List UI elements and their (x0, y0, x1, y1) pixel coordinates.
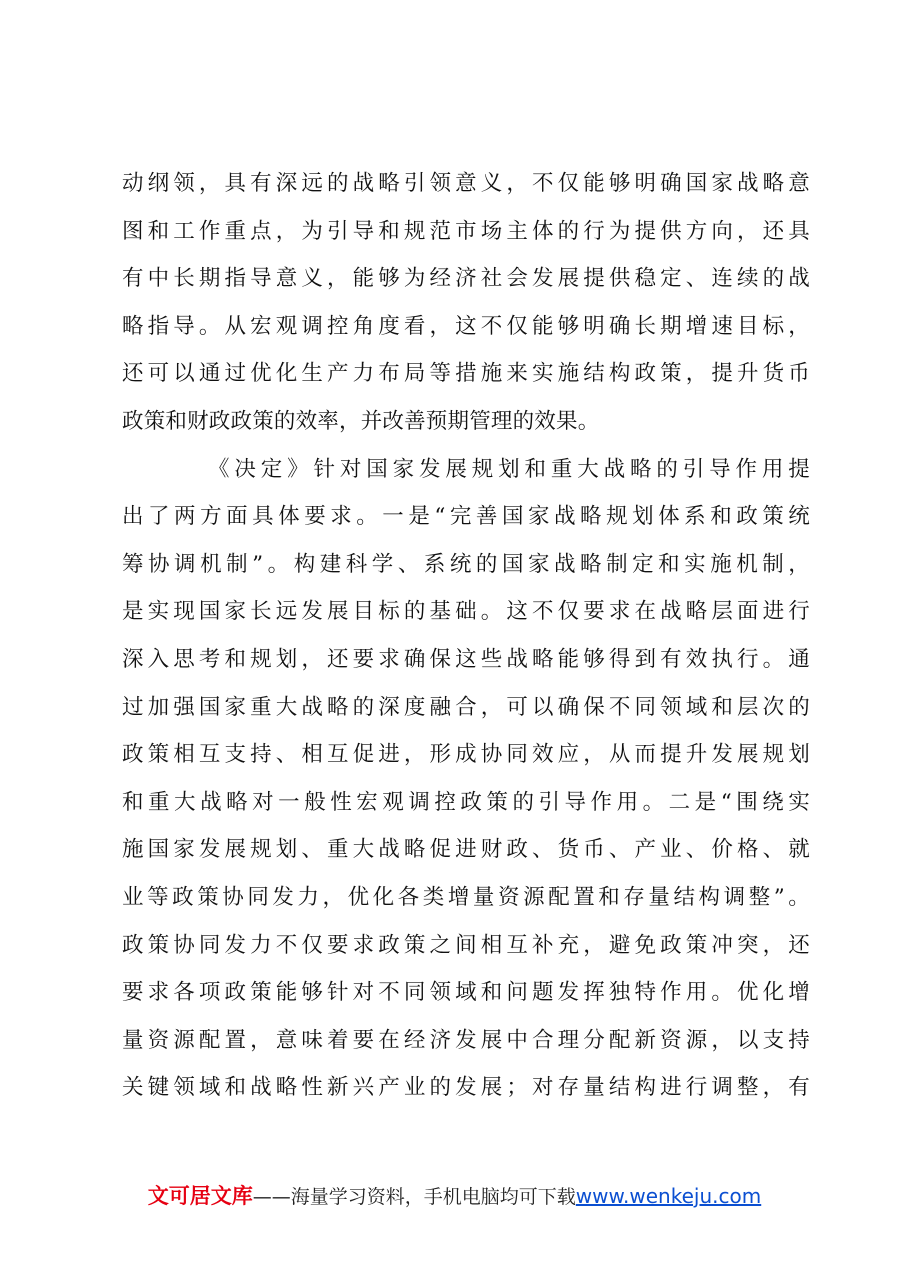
text-line: 量资源配置，意味着要在经济发展中合理分配新资源，以支持 (122, 1027, 810, 1053)
footer-brand: 文可居文库 (147, 1184, 253, 1208)
text-line: 有中长期指导意义，能够为经济社会发展提供稳定、连续的战 (122, 266, 810, 292)
text-line: 深入思考和规划，还要求确保这些战略能够得到有效执行。通 (122, 646, 810, 672)
text-line: 略指导。从宏观调控角度看，这不仅能够明确长期增速目标， (122, 313, 810, 339)
text-line: 和重大战略对一般性宏观调控政策的引导作用。二是“围绕实 (122, 789, 810, 815)
text-line: 业等政策协同发力，优化各类增量资源配置和存量结构调整”。 (122, 884, 810, 910)
footer-banner (0, 1180, 909, 1210)
text-line: 要求各项政策能够针对不同领域和问题发挥独特作用。优化增 (122, 980, 810, 1006)
text-line: 《决定》针对国家发展规划和重大战略的引导作用提 (208, 456, 810, 482)
paragraph-1 (122, 160, 810, 446)
text-line: 图和工作重点，为引导和规范市场主体的行为提供方向，还具 (122, 218, 810, 244)
footer-tagline: ——海量学习资料，手机电脑均可下载 (252, 1186, 576, 1208)
text-line: 施国家发展规划、重大战略促进财政、货币、产业、价格、就 (122, 837, 810, 863)
text-line: 政策协同发力不仅要求政策之间相互补充，避免政策冲突，还 (122, 932, 810, 958)
text-line: 过加强国家重大战略的深度融合，可以确保不同领域和层次的 (122, 694, 810, 720)
document-body (122, 160, 810, 1112)
footer-url-link[interactable]: www.wenkeju.com (575, 1184, 762, 1208)
text-line: 政策相互支持、相互促进，形成协同效应，从而提升发展规划 (122, 742, 810, 768)
text-line: 是实现国家长远发展目标的基础。这不仅要求在战略层面进行 (122, 599, 810, 625)
text-line: 还可以通过优化生产力布局等措施来实施结构政策，提升货币 (122, 361, 810, 387)
text-line: 筹协调机制”。构建科学、系统的国家战略制定和实施机制， (122, 551, 810, 577)
text-line: 动纲领，具有深远的战略引领意义，不仅能够明确国家战略意 (122, 171, 810, 196)
paragraph-2 (122, 446, 810, 1112)
text-line: 政策和财政政策的效率，并改善预期管理的效果。 (122, 408, 600, 434)
text-line: 出了两方面具体要求。一是“完善国家战略规划体系和政策统 (122, 504, 810, 530)
text-line: 关键领域和战略性新兴产业的发展；对存量结构进行调整，有 (122, 1075, 810, 1101)
